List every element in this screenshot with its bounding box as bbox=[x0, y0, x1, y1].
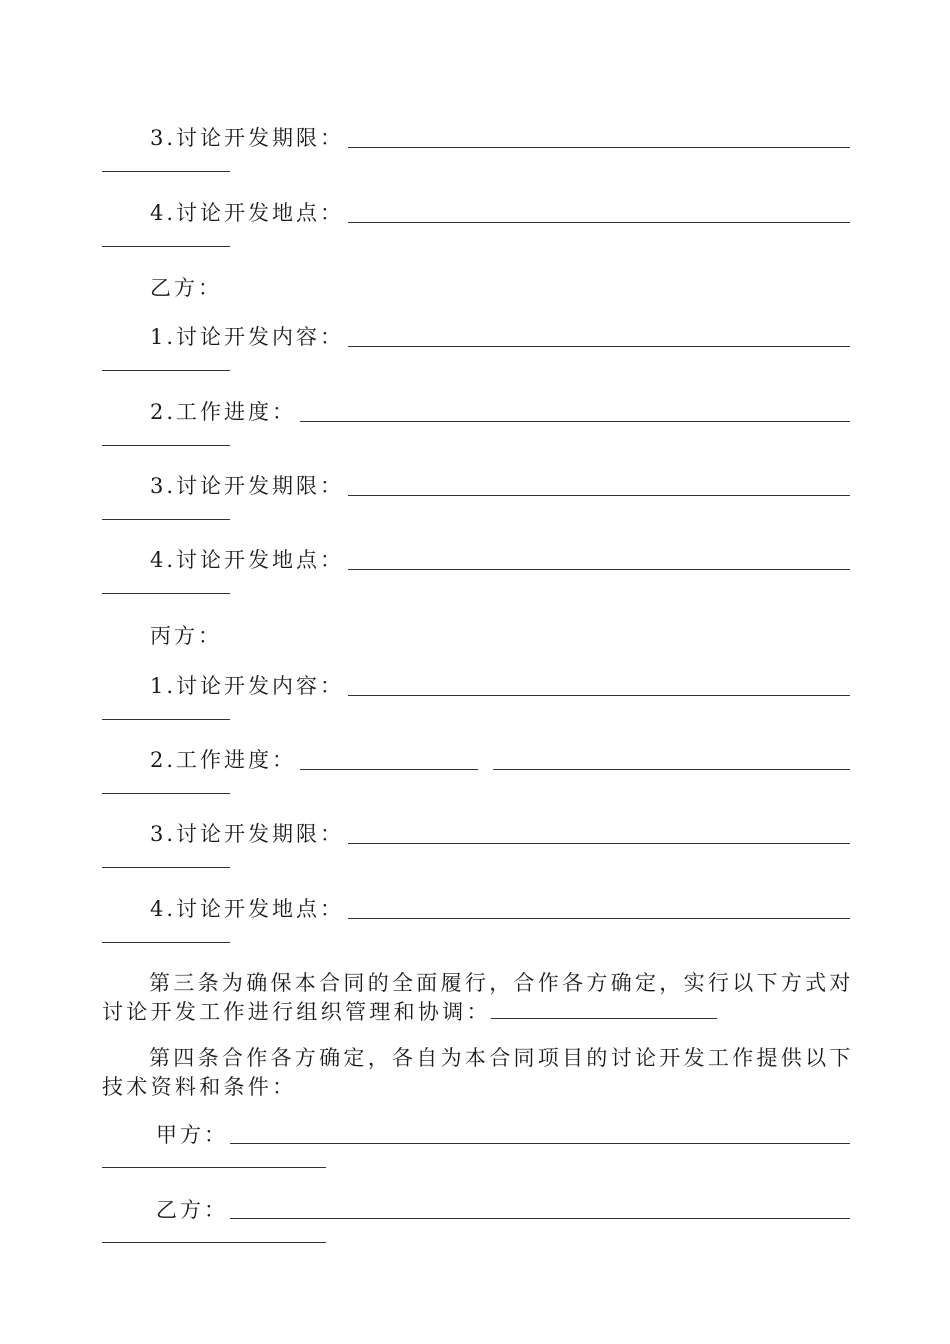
article-3-line-2: 讨论开发工作进行组织管理和协调： bbox=[102, 1000, 491, 1024]
fill-line bbox=[230, 1143, 850, 1144]
fill-line-tail bbox=[102, 1167, 326, 1168]
fill-line bbox=[300, 421, 850, 422]
party-c-heading: 丙方： bbox=[150, 624, 222, 648]
article-3-line-1: 第三条为确保本合同的全面履行，合作各方确定，实行以下方式对 bbox=[149, 971, 854, 995]
party-b-item-2 bbox=[0, 397, 950, 457]
fill-line bbox=[230, 1218, 850, 1219]
party-b-item-3 bbox=[0, 471, 950, 531]
fill-line-tail bbox=[102, 370, 230, 371]
provision-party-a bbox=[0, 1120, 950, 1180]
fill-line bbox=[348, 569, 850, 570]
fill-line-tail bbox=[102, 171, 230, 172]
fill-line-tail bbox=[102, 1242, 326, 1243]
item-label: 4.讨论开发地点： bbox=[150, 548, 345, 572]
fill-line-tail bbox=[102, 867, 230, 868]
party-a-item-4 bbox=[0, 198, 950, 258]
item-label: 3.讨论开发期限： bbox=[150, 474, 345, 498]
article-3-line-2-wrap bbox=[102, 998, 852, 1027]
article-4-line-2: 技术资料和条件： bbox=[102, 1075, 297, 1099]
party-c-item-4 bbox=[0, 894, 950, 954]
provision-party-b bbox=[0, 1195, 950, 1255]
item-label: 3.讨论开发期限： bbox=[150, 822, 345, 846]
party-a-item-3 bbox=[0, 123, 950, 183]
item-label: 2.工作进度： bbox=[150, 748, 297, 772]
party-c-item-2 bbox=[0, 745, 950, 805]
article-4-line-1: 第四条合作各方确定，各自为本合同项目的讨论开发工作提供以下 bbox=[149, 1046, 854, 1070]
item-label: 4.讨论开发地点： bbox=[150, 897, 345, 921]
party-b-heading: 乙方： bbox=[150, 276, 222, 300]
item-label: 1.讨论开发内容： bbox=[150, 674, 345, 698]
fill-line-tail bbox=[102, 519, 230, 520]
fill-line bbox=[348, 843, 850, 844]
item-label: 3.讨论开发期限： bbox=[150, 126, 345, 150]
fill-line-tail bbox=[102, 942, 230, 943]
article-4-paragraph bbox=[102, 1044, 852, 1102]
party-b-item-4 bbox=[0, 545, 950, 605]
item-label: 甲方： bbox=[156, 1123, 228, 1147]
party-c-item-1 bbox=[0, 671, 950, 731]
fill-line bbox=[348, 695, 850, 696]
fill-line-tail bbox=[102, 246, 230, 247]
item-label: 4.讨论开发地点： bbox=[150, 201, 345, 225]
party-c-item-3 bbox=[0, 819, 950, 879]
fill-line bbox=[348, 918, 850, 919]
item-label: 1.讨论开发内容： bbox=[150, 325, 345, 349]
fill-line-tail bbox=[102, 593, 230, 594]
fill-line bbox=[348, 495, 850, 496]
fill-line bbox=[491, 998, 717, 1019]
fill-line bbox=[348, 222, 850, 223]
fill-line bbox=[300, 769, 478, 770]
article-3-paragraph bbox=[102, 969, 852, 1027]
fill-line bbox=[348, 346, 850, 347]
fill-line bbox=[348, 147, 850, 148]
party-b-item-1 bbox=[0, 322, 950, 382]
fill-line-tail bbox=[102, 445, 230, 446]
item-label: 乙方： bbox=[156, 1198, 228, 1222]
item-label: 2.工作进度： bbox=[150, 400, 297, 424]
fill-line bbox=[493, 769, 850, 770]
fill-line-tail bbox=[102, 719, 230, 720]
fill-line-tail bbox=[102, 793, 230, 794]
